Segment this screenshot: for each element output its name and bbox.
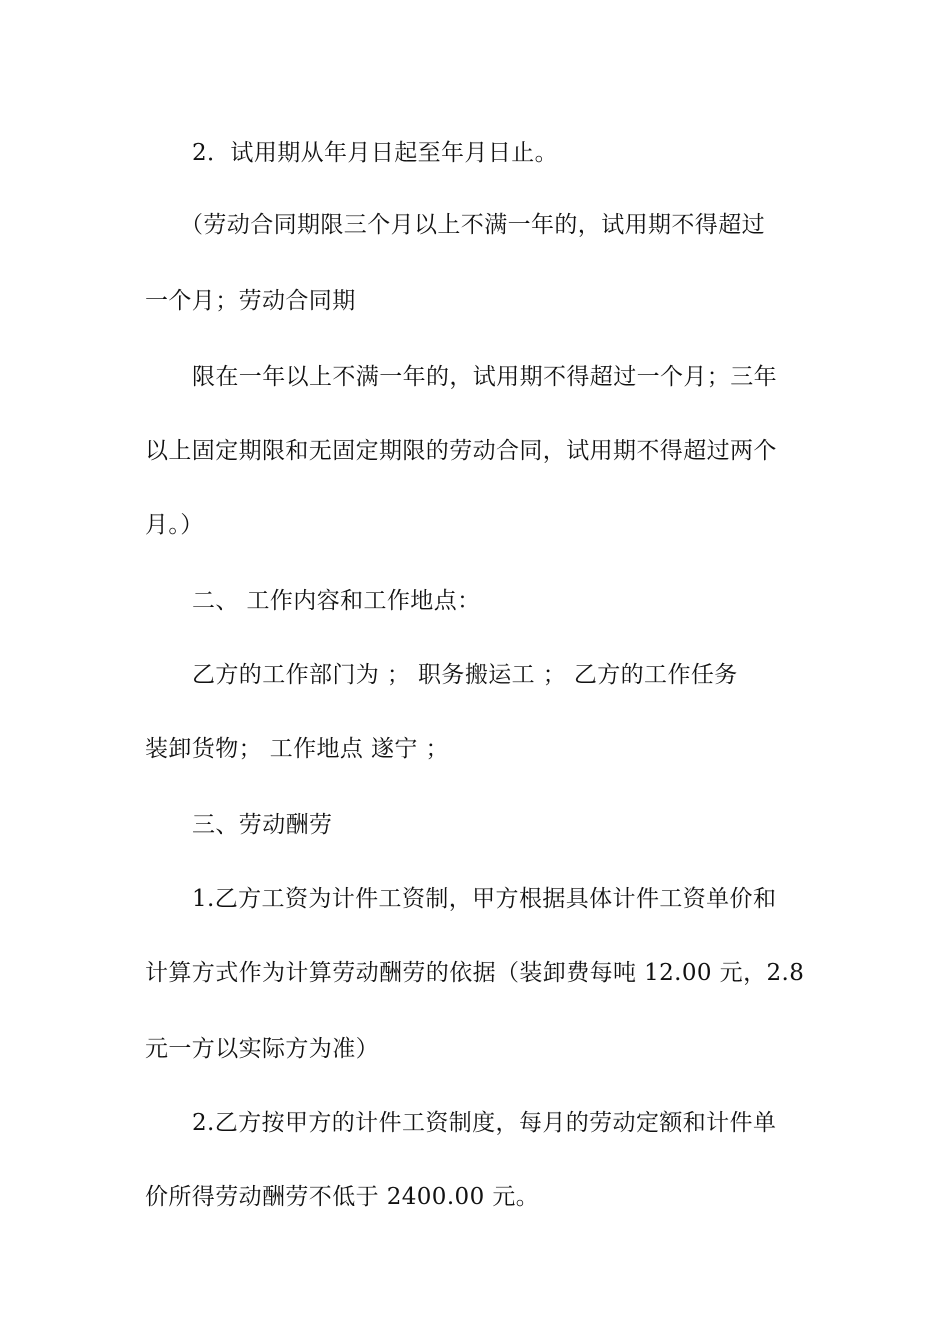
remuneration-item-1-line-2: 计算方式作为计算劳动酬劳的依据（装卸费每吨 12.00 元，2.8: [145, 960, 805, 986]
probation-note-line-1: （劳动合同期限三个月以上不满一年的，试用期不得超过: [180, 212, 765, 238]
remuneration-item-2-line-1: 2.乙方按甲方的计件工资制度，每月的劳动定额和计件单: [192, 1110, 777, 1136]
work-location-line: 装卸货物； 工作地点 遂宁 ；: [145, 736, 449, 762]
remuneration-item-1-line-1: 1.乙方工资为计件工资制，甲方根据具体计件工资单价和: [192, 886, 777, 912]
work-department-line: 乙方的工作部门为 ； 职务搬运工 ； 乙方的工作任务: [192, 662, 738, 688]
remuneration-item-1-line-3: 元一方以实际方为准）: [145, 1036, 379, 1062]
probation-note-line-2: 一个月；劳动合同期: [145, 288, 356, 314]
probation-note-line-5: 月。）: [145, 512, 204, 538]
section-heading-work-content: 二、 工作内容和工作地点：: [192, 588, 481, 614]
probation-note-line-4: 以上固定期限和无固定期限的劳动合同，试用期不得超过两个: [145, 438, 777, 464]
probation-period-line: 2．试用期从年月日起至年月日止。: [192, 140, 559, 166]
probation-note-line-3: 限在一年以上不满一年的，试用期不得超过一个月；三年: [192, 364, 777, 390]
remuneration-item-2-line-2: 价所得劳动酬劳不低于 2400.00 元。: [145, 1184, 540, 1210]
section-heading-remuneration: 三、劳动酬劳: [192, 812, 333, 838]
